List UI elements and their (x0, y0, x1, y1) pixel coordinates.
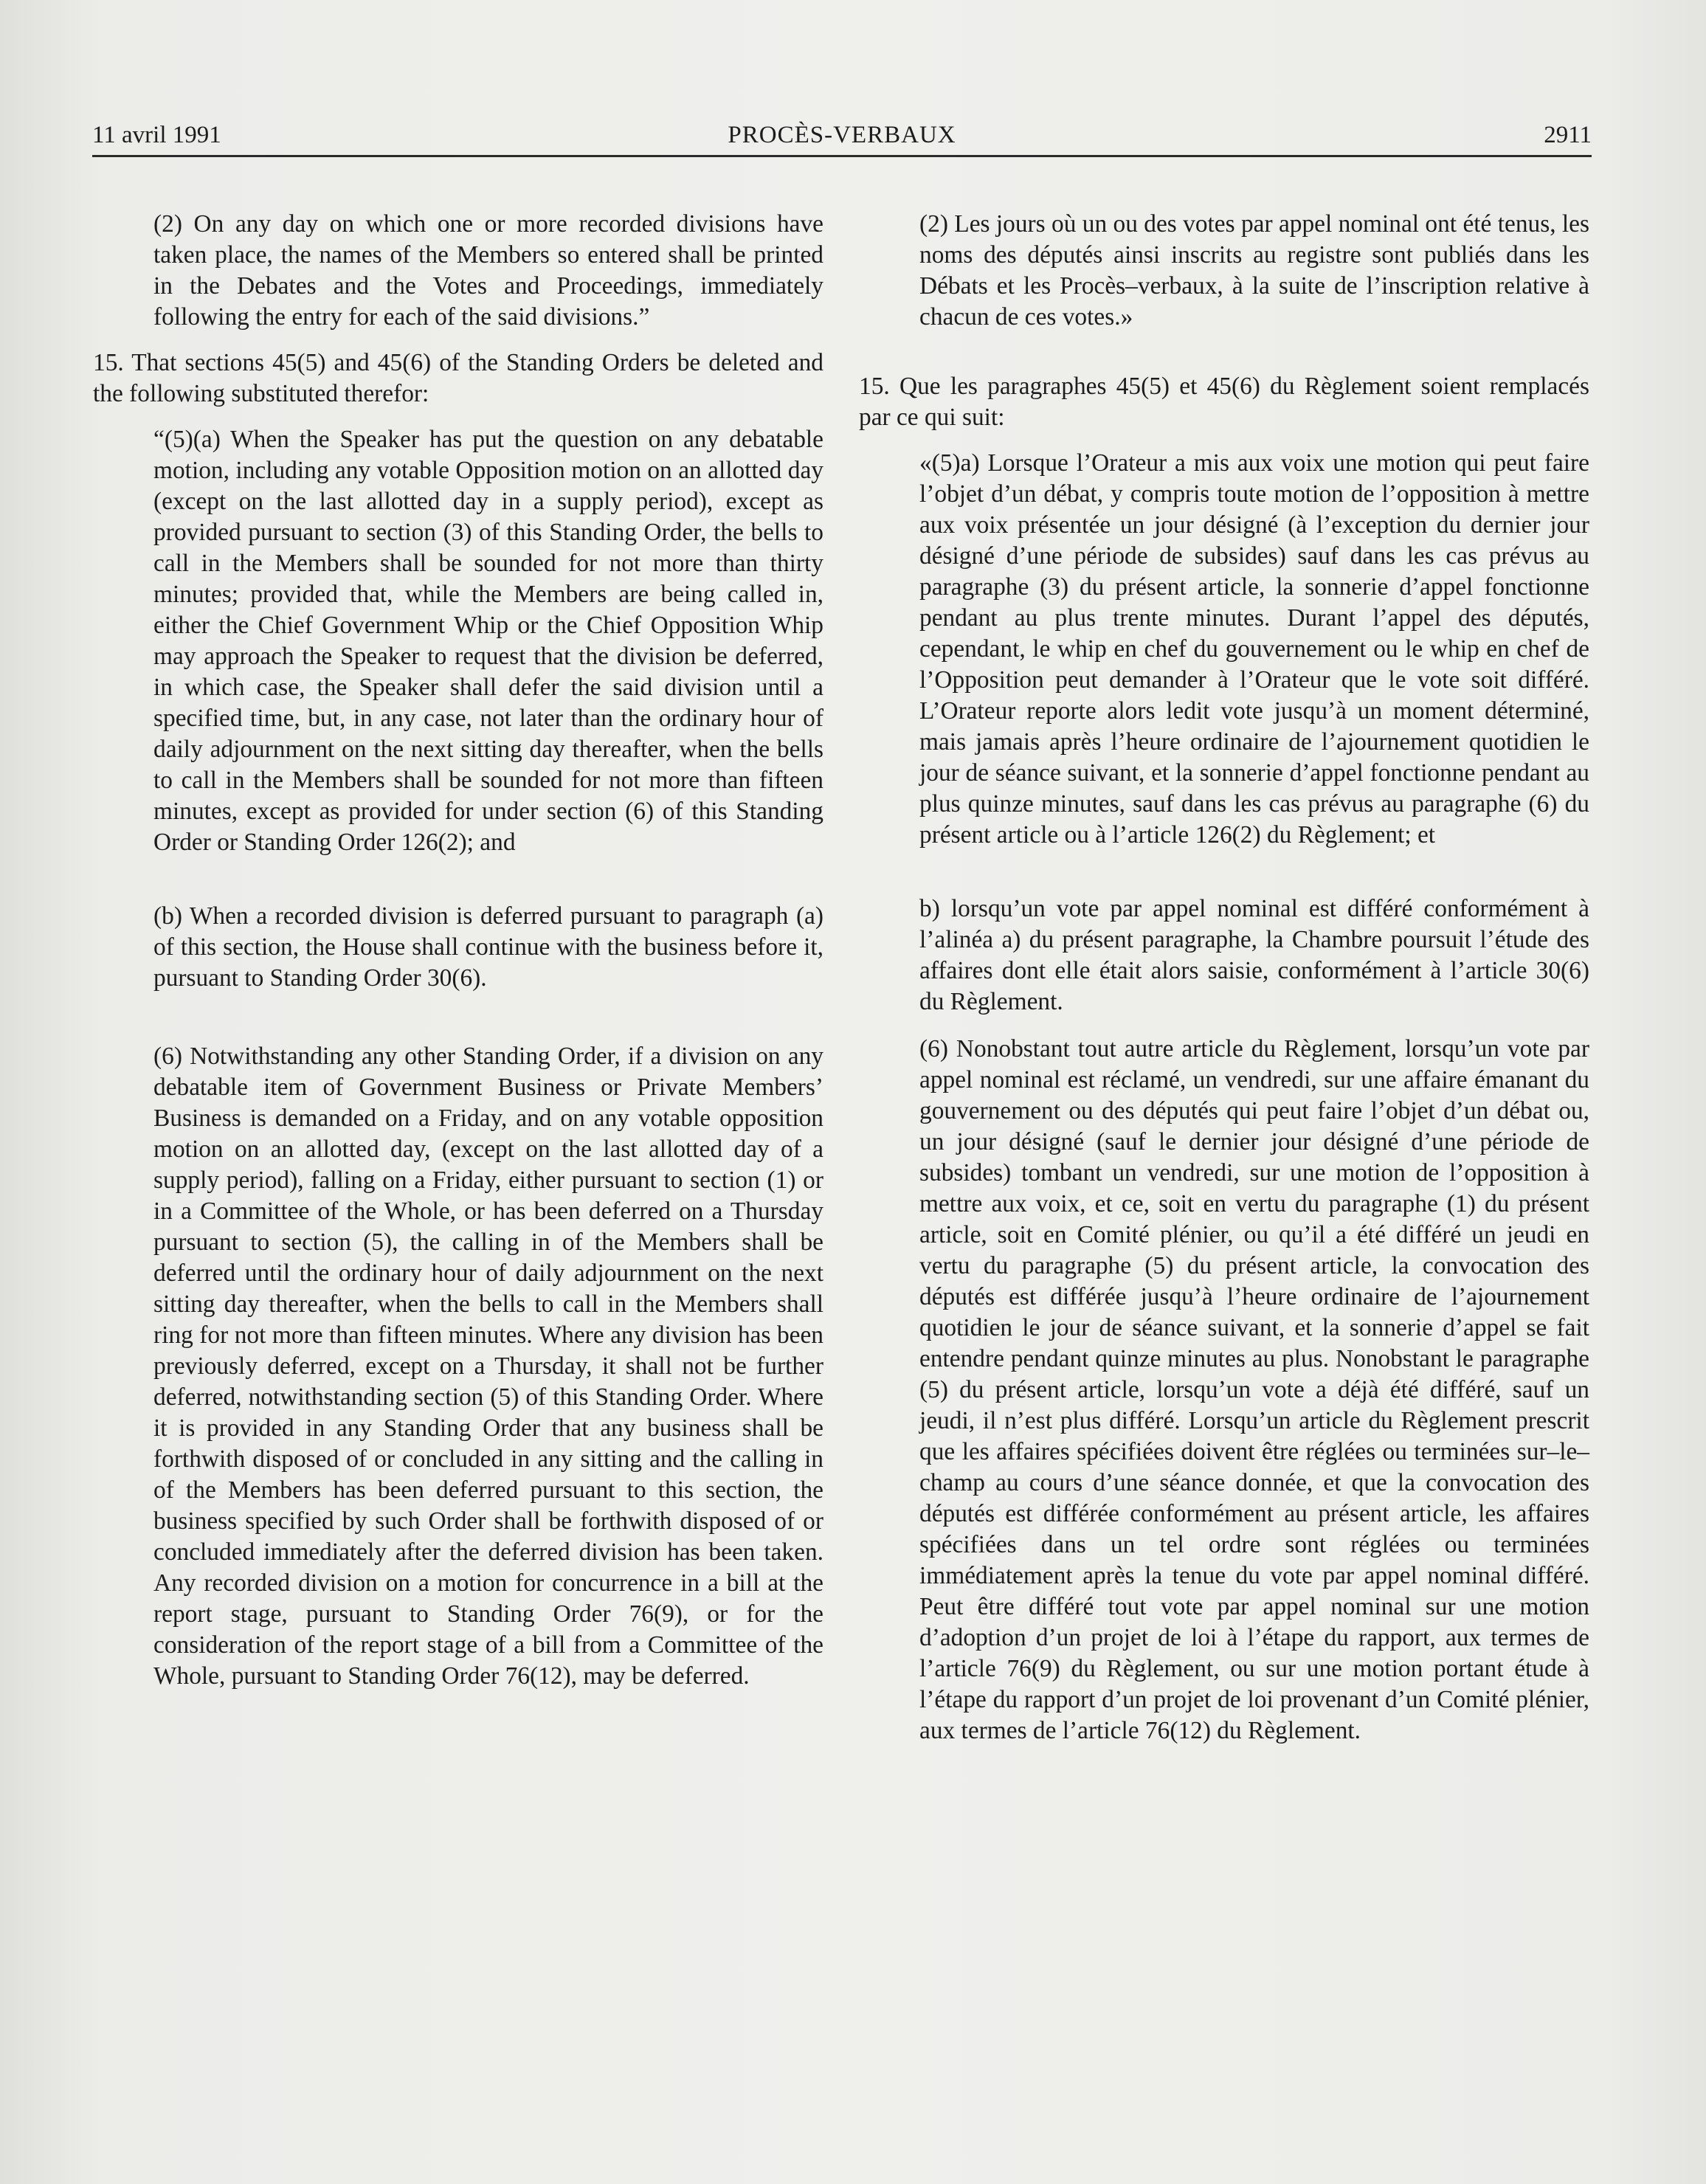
english-section-5a: “(5)(a) When the Speaker has put the question on any debatable motion, including any votable Opposition motion on an allotted day (except on the last allotted day in a supply period), except as provided pursuant to section (3) of this Standing Order, the bells to call in the Members shall be sounded for not more than thirty minutes; provided that, while the Members are being called in, either the Chief Government Whip or the Chief Opposition Whip may approach the Speaker to request that the division be deferred, in which case, the Speaker shall defer the said division until a specified time, but, in any case, not later than the ordinary hour of daily adjournment on the next sitting day thereafter, when the bells to call in the Members shall be sounded for not more than fifteen minutes, except as provided for under section (6) of this Standing Order or Standing Order 126(2); and (153, 426, 823, 856)
page-number: 2911 (1544, 122, 1592, 148)
english-column (93, 209, 823, 1692)
french-paragraph-2: (2) Les jours où un ou des votes par appel nominal ont été tenus, les noms des députés ainsi inscrits au registre sont publiés dans les Débats et les Procès–verbaux, à la suite de l’inscription relative à chacun de ces votes.» (919, 210, 1589, 331)
french-section-5a: «(5)a) Lorsque l’Orateur a mis aux voix une motion qui peut faire l’objet d’un débat, y compris toute motion de l’opposition à mettre aux voix présentée un jour désigné (à l’exception du dernier jour désigné d’une période de subsides) sauf dans les cas prévus au paragraphe (3) du présent article, la sonnerie d’appel fonctionne pendant au plus trente minutes. Durant l’appel des députés, cependant, le whip en chef du gouvernement ou le whip en chef de l’Opposition peut demander à l’Orateur que le vote soit différé. L’Orateur reporte alors ledit vote jusqu’à un moment déterminé, mais jamais après l’heure ordinaire de l’ajournement quotidien le jour de séance suivant, et la sonnerie d’appel fonctionne pendant au plus quinze minutes, sauf dans les cas prévus au paragraphe (6) du présent article ou à l’article 126(2) du Règlement; et (919, 449, 1589, 849)
header-title: PROCÈS-VERBAUX (728, 122, 956, 148)
english-section-5b: (b) When a recorded division is deferred pursuant to paragraph (a) of this section, the House shall continue with the business before it, pursuant to Standing Order 30(6). (153, 902, 823, 992)
french-section-5b: b) lorsqu’un vote par appel nominal est différé conformément à l’alinéa a) du présent paragraphe, la Chambre poursuit l’étude des affaires dont elle était alors saisie, conformément à l’article 30(6) du Règlement. (919, 895, 1589, 1015)
english-paragraph-2: (2) On any day on which one or more recorded divisions have taken place, the names of the Members so entered shall be printed in the Debates and the Votes and Proceedings, immediately following the entry for each of the said divisions.” (153, 210, 823, 331)
french-item-15: 15. Que les paragraphes 45(5) et 45(6) du Règlement soient remplacés par ce qui suit: (859, 373, 1589, 431)
french-section-6: (6) Nonobstant tout autre article du Règlement, lorsqu’un vote par appel nominal est réclamé, un vendredi, sur une affaire émanant du gouvernement ou des députés qui peut faire l’objet d’un débat ou, un jour désigné (sauf le dernier jour désigné d’une période de subsides) tombant un vendredi, sur une motion de l’opposition à mettre aux voix, et ce, soit en vertu du paragraphe (1) du présent article, soit en Comité plénier, ou qu’il a été différé un jeudi en vertu du paragraphe (5) du présent article, la convocation des députés est différée jusqu’à l’heure ordinaire de l’ajournement quotidien le jour de séance suivant, et la sonnerie d’appel se fait entendre pendant quinze minutes au plus. Nonobstant le paragraphe (5) du présent article, lorsqu’un vote a déjà été différé, sauf un jeudi, il n’est plus différé. Lorsqu’un article du Règlement prescrit que les affaires spécifiées doivent être réglées ou terminées sur–le–champ au cours d’une séance donnée, et que la convocation des députés est différée conformément au présent article, les affaires spécifiées dans un tel ordre sont réglées ou terminées immédiatement après la tenue du vote par appel nominal différé. Peut être différé tout vote par appel nominal sur une motion d’adoption d’un projet de loi à l’étape du rapport, aux termes de l’article 76(9) du Règlement, ou sur une motion portant étude à l’étape du rapport d’un projet de loi provenant d’un Comité plénier, aux termes de l’article 76(12) du Règlement. (919, 1035, 1589, 1744)
english-section-6: (6) Notwithstanding any other Standing Order, if a division on any debatable item of Government Business or Private Members’ Business is demanded on a Friday, and on any votable opposition motion on an allotted day, (except on the last allotted day of a supply period), falling on a Friday, either pursuant to section (1) or in a Committee of the Whole, or has been deferred on a Thursday pursuant to section (5), the calling in of the Members shall be deferred until the ordinary hour of daily adjournment on the next sitting day thereafter, when the bells to call in the Members shall ring for not more than fifteen minutes. Where any division has been previously deferred, except on a Thursday, it shall not be further deferred, notwithstanding section (5) of this Standing Order. Where it is provided in any Standing Order that any business shall be forthwith disposed of or concluded in any sitting and the calling in of the Members has been deferred pursuant to this section, the business specified by such Order shall be forthwith disposed of or concluded immediately after the deferred division has been taken. Any recorded division on a motion for concurrence in a bill at the report stage, pursuant to Standing Order 76(9), or for the consideration of the report stage of a bill from a Committee of the Whole, pursuant to Standing Order 76(12), may be deferred. (153, 1043, 823, 1690)
header-date: 11 avril 1991 (92, 122, 221, 148)
french-column (859, 209, 1589, 1746)
english-item-15: 15. That sections 45(5) and 45(6) of the Standing Orders be deleted and the following substituted therefor: (93, 349, 823, 407)
page-header (92, 111, 1592, 157)
